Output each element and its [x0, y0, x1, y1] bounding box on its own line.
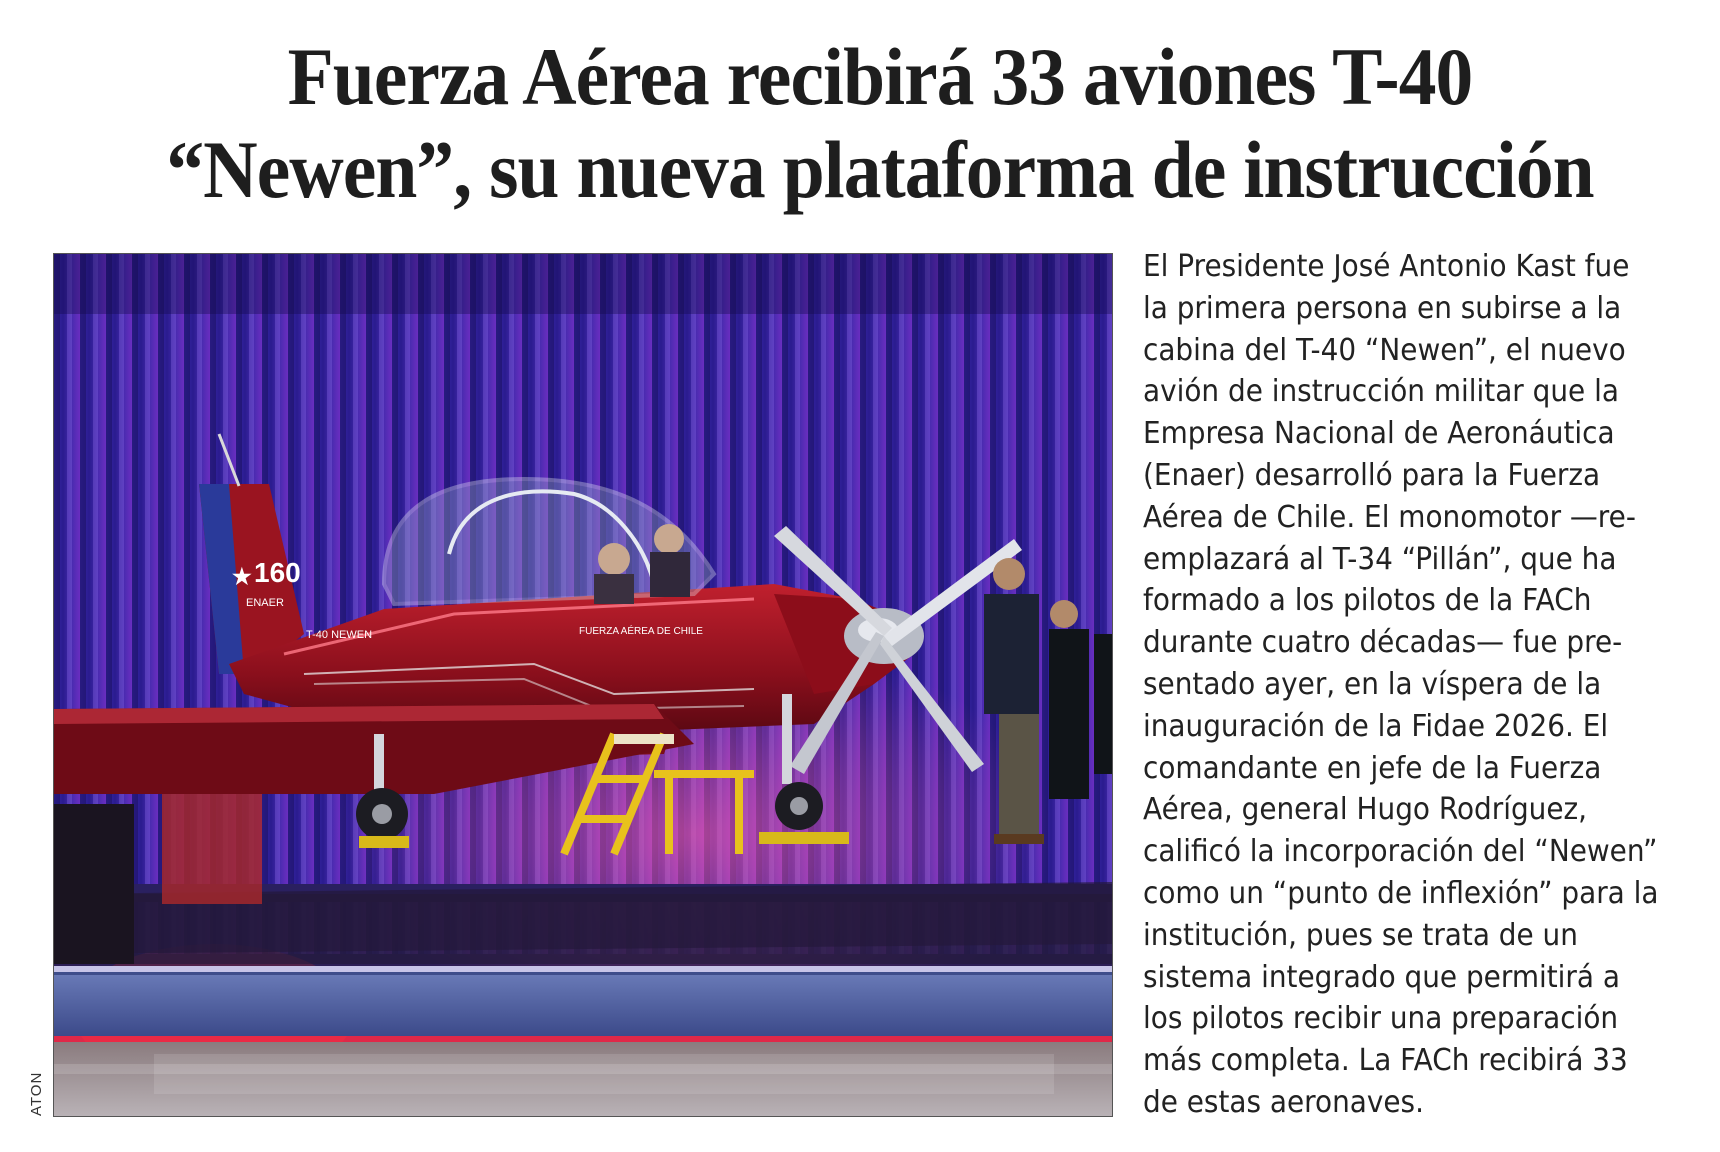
photo-credit: ATON: [28, 1071, 45, 1116]
article-line: Empresa Nacional de Aeronáutica: [1143, 416, 1615, 452]
article-line: Aérea, general Hugo Rodríguez,: [1143, 792, 1588, 828]
article-line: calificó la incorporación del “Newen”: [1143, 834, 1658, 870]
news-photo: [53, 253, 1113, 1117]
article-body: [1143, 246, 1720, 1124]
article-line: avión de instrucción militar que la: [1143, 374, 1619, 410]
headline-line-1: Fuerza Aérea recibirá 33 aviones T-40: [287, 31, 1473, 122]
headline: [40, 30, 1720, 216]
article-line: sentado ayer, en la víspera de la: [1143, 666, 1602, 702]
article-line: durante cuatro décadas— fue pre-: [1143, 625, 1623, 661]
article-line: institución, pues se trata de un: [1143, 917, 1578, 953]
article-line: (Enaer) desarrolló para la Fuerza: [1143, 457, 1601, 493]
fuselage-text: FUERZA AÉREA DE CHILE: [579, 626, 703, 637]
article-line: de estas aeronaves.: [1143, 1084, 1424, 1120]
article-line: más completa. La FACh recibirá 33: [1143, 1043, 1628, 1079]
tail-text: ENAER: [246, 597, 284, 609]
article-line: formado a los pilotos de la FACh: [1143, 583, 1592, 619]
tail-star-icon: ★: [232, 564, 252, 589]
headline-line-2: “Newen”, su nueva plataforma de instrucción: [166, 124, 1594, 215]
article-line: los pilotos recibir una preparación: [1143, 1001, 1619, 1037]
tail-number: 160: [254, 557, 301, 588]
article-line: como un “punto de inflexión” para la: [1143, 875, 1659, 911]
article-line: inauguración de la Fidae 2026. El: [1143, 708, 1609, 744]
article-line: comandante en jefe de la Fuerza: [1143, 750, 1602, 786]
article-line: sistema integrado que permitirá a: [1143, 959, 1620, 995]
article-line: cabina del T-40 “Newen”, el nuevo: [1143, 332, 1626, 368]
article-line: la primera persona en subirse a la: [1143, 290, 1622, 326]
article-line: Aérea de Chile. El monomotor —re-: [1143, 499, 1636, 535]
article-line: El Presidente José Antonio Kast fue: [1143, 249, 1630, 284]
aircraft-label: T-40 NEWEN: [306, 629, 373, 641]
article-line: emplazará al T-34 “Pillán”, que ha: [1143, 541, 1617, 577]
aircraft-photo-illustration: [54, 254, 1112, 1116]
